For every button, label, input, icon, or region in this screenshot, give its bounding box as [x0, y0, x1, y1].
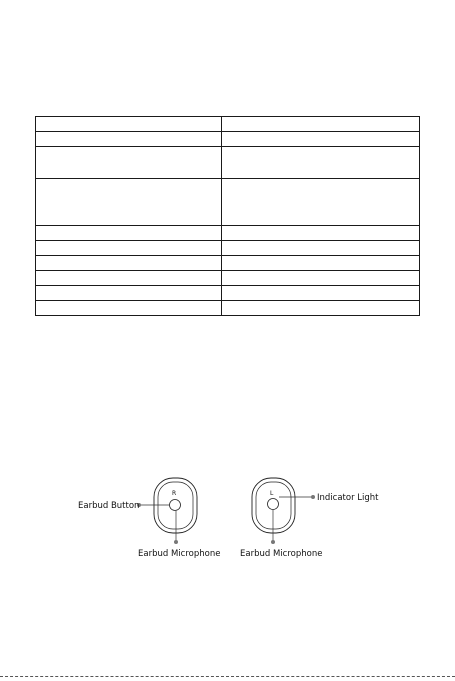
left-earbud-side-marker: R [172, 490, 177, 497]
table-cell [222, 301, 420, 316]
indicator-light-label: Indicator Light [317, 493, 379, 503]
table-cell [36, 256, 222, 271]
page-bottom-rule [0, 676, 455, 677]
table-cell [222, 256, 420, 271]
table-cell [222, 226, 420, 241]
table-cell [36, 147, 222, 179]
table-cell [36, 241, 222, 256]
table-cell [222, 271, 420, 286]
table-cell [222, 286, 420, 301]
table-row [36, 301, 420, 316]
table-row [36, 132, 420, 147]
left-earbud-illustration [154, 478, 197, 533]
table-row [36, 147, 420, 179]
earbud-diagram [0, 470, 455, 570]
table-cell [222, 241, 420, 256]
table-cell [222, 179, 420, 226]
table-row [36, 226, 420, 241]
indicator-light-icon [268, 499, 279, 510]
table-cell [222, 132, 420, 147]
table-cell [36, 226, 222, 241]
callouts [141, 497, 312, 540]
table-cell [36, 117, 222, 132]
table-row [36, 241, 420, 256]
right-earbud-illustration [252, 478, 295, 533]
table-cell [36, 271, 222, 286]
left-microphone-label: Earbud Microphone [138, 549, 221, 559]
spec-table [35, 116, 420, 316]
left-earbud-outer-shell [154, 478, 197, 533]
earbud-button-label: Earbud Button [78, 501, 140, 511]
table-cell [36, 301, 222, 316]
earbud-button-icon [170, 500, 181, 511]
right-earbud-inner-shell [256, 482, 291, 529]
right-earbud-side-marker: L [270, 490, 274, 497]
table-cell [36, 179, 222, 226]
right-earbud-outer-shell [252, 478, 295, 533]
table-row [36, 271, 420, 286]
table-cell [222, 147, 420, 179]
table-cell [36, 286, 222, 301]
table-row [36, 117, 420, 132]
right-microphone-label: Earbud Microphone [240, 549, 323, 559]
table-row [36, 256, 420, 271]
callout-dots [137, 495, 315, 544]
table-row [36, 286, 420, 301]
table-row [36, 179, 420, 226]
table-cell [36, 132, 222, 147]
table-cell [222, 117, 420, 132]
